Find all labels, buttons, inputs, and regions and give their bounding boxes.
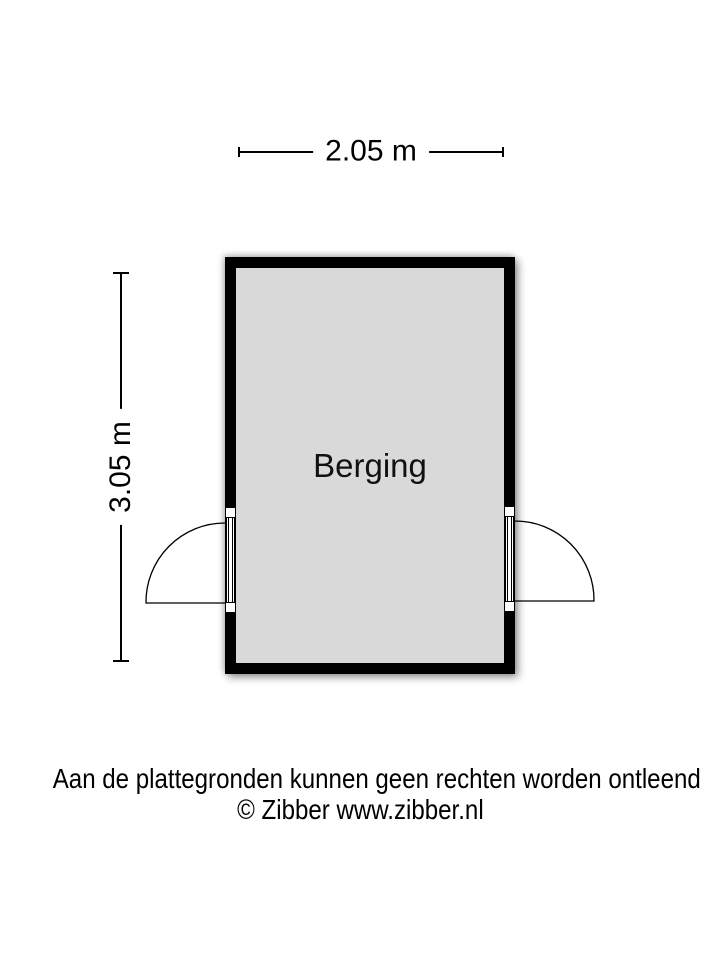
door-opening-right — [504, 506, 515, 612]
door-opening-left — [225, 507, 236, 613]
footer-disclaimer: Aan de plattegronden kunnen geen rechten worden ontleend — [52, 763, 701, 794]
height-dimension-label: 3.05 m — [104, 409, 138, 525]
door-jamb-top-right — [504, 506, 515, 517]
door-jamb-bottom-left — [225, 602, 236, 613]
door-panel-right — [504, 517, 515, 601]
room-label: Berging — [313, 446, 427, 484]
door-panel-lines — [507, 517, 512, 601]
door-panel-lines — [228, 518, 233, 602]
footer-credit: © Zibber www.zibber.nl — [236, 794, 484, 825]
height-dimension-tick-bottom — [113, 660, 129, 662]
width-dimension-label: 2.05 m — [313, 134, 429, 168]
height-dimension-tick-top — [113, 272, 129, 274]
door-jamb-top-left — [225, 507, 236, 518]
width-dimension — [238, 134, 504, 168]
door-swing-arc-left — [145, 522, 226, 604]
footer — [0, 763, 720, 825]
width-dimension-tick-left — [238, 147, 240, 157]
height-dimension — [106, 272, 136, 662]
door-jamb-bottom-right — [504, 601, 515, 612]
room-berging — [225, 257, 515, 674]
door-swing-arc-right — [514, 520, 595, 602]
width-dimension-tick-right — [502, 147, 504, 157]
door-panel-left — [225, 518, 236, 602]
